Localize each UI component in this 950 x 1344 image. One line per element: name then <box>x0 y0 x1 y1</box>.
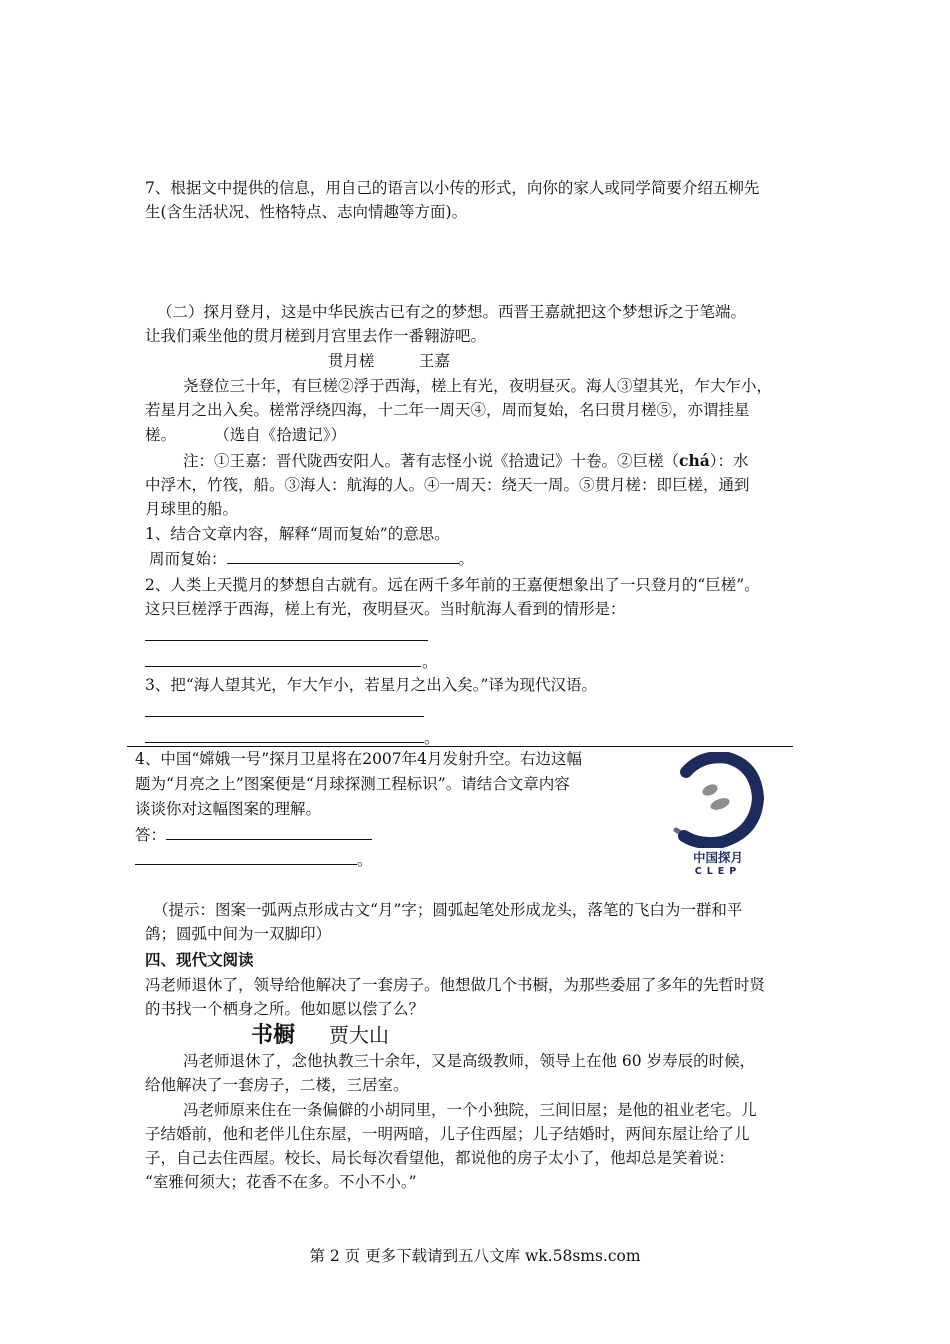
essay-p2-line-1: 冯老师原来住在一条偏僻的小胡同里，一个小独院，三间旧屋；是他的祖业老宅。儿 <box>183 1101 757 1119</box>
note-line-2: 中浮木，竹筏，船。③海人：航海的人。④一周天：绕天一周。⑤贯月槎：即巨槎，通到 <box>145 476 750 494</box>
hint-line-1: （提示：图案一弧两点形成古文“月”字；圆弧起笔处形成龙头，落笔的飞白为一群和平 <box>153 901 743 919</box>
question-4-line-1: 4、中国“嫦娥一号”探月卫星将在2007年4月发射升空。右边这幅 <box>135 750 583 768</box>
q3-answer-line-1[interactable] <box>145 716 424 717</box>
question-3: 3、把“海人望其光，乍大乍小，若星月之出入矣。”译为现代汉语。 <box>145 676 597 694</box>
section-4-heading: 四、现代文阅读 <box>145 950 254 969</box>
q2-answer-line-2[interactable] <box>145 666 421 667</box>
note-line-3: 月球里的船。 <box>145 500 239 518</box>
poem-author: 王嘉 <box>419 352 451 370</box>
q3-answer-line-2[interactable] <box>145 742 424 743</box>
essay-title-line <box>251 1020 389 1052</box>
q2-answer-line-1[interactable] <box>145 640 428 641</box>
question-2-line-2: 这只巨槎浮于西海，槎上有光，夜明昼灭。当时航海人看到的情形是： <box>145 600 626 618</box>
moon-arc-icon <box>672 752 764 848</box>
part2-intro-2: 让我们乘坐他的贯月槎到月宫里去作一番翱游吧。 <box>145 327 487 345</box>
logo-en-text: CLEP <box>694 866 742 877</box>
essay-p1-line-1: 冯老师退休了，念他执教三十余年，又是高级教师，领导上在他 60 岁寿辰的时候， <box>183 1052 756 1070</box>
q4-answer-line-2: 。 <box>135 848 373 872</box>
q7-line-1: 7、根据文中提供的信息，用自己的语言以小传的形式，向你的家人或同学简要介绍五柳先 <box>145 179 760 197</box>
essay-p2-line-4: “室雅何须大；花香不在多。不小不小。” <box>145 1173 417 1191</box>
essay-p2-line-3: 子，自己去住西屋。校长、局长每次看望他，都说他的房子太小了，他却总是笑着说： <box>145 1149 735 1167</box>
q4-answer-blank-1[interactable] <box>166 823 372 840</box>
logo-cn-text: 中国探月 <box>692 850 743 865</box>
q7-line-2: 生(含生活状况、性格特点、志向情趣等方面)。 <box>145 203 468 221</box>
essay-author: 贾大山 <box>329 1023 390 1047</box>
question-1: 1、结合文章内容，解释“周而复始”的意思。 <box>145 525 450 543</box>
classical-text-3: 槎。 （选自《拾遗记》） <box>145 426 347 444</box>
part4-intro-1: 冯老师退休了，领导给他解决了一套房子。他想做几个书橱，为那些委屈了多年的先哲时贤 <box>145 976 766 994</box>
page-footer: 第 2 页 更多下载请到五八文库 wk.58sms.com <box>309 1247 641 1265</box>
essay-p2-line-2: 子结婚前，他和老伴儿住东屋，一明两暗，儿子住西屋；儿子结婚时，两间东屋让给了儿 <box>145 1125 750 1143</box>
essay-title: 书橱 <box>251 1022 296 1048</box>
classical-text-1: 尧登位三十年，有巨槎②浮于西海，槎上有光，夜明昼灭。海人③望其光，乍大乍小， <box>183 377 773 395</box>
q4-answer-line-1: 答： <box>135 823 372 847</box>
text-source: （选自《拾遗记》） <box>222 426 347 444</box>
clep-logo <box>672 752 764 882</box>
question-2-line-1: 2、人类上天揽月的梦想自古就有。远在两千多年前的王嘉便想象出了一只登月的“巨槎”。 <box>145 576 760 594</box>
pinyin: chá <box>679 451 710 470</box>
question-4-line-2: 题为“月亮之上”图案便是“月球探测工程标识”。请结合文章内容 <box>135 775 570 793</box>
part2-intro-1: （二）探月登月，这是中华民族古已有之的梦想。西晋王嘉就把这个梦想诉之于笔端。 <box>157 303 747 321</box>
q2-period: 。 <box>422 653 438 671</box>
note-line-1: 注：①王嘉：晋代陇西安阳人。著有志怪小说《拾遗记》十卷。②巨槎（chá）：水 <box>183 451 749 470</box>
question-4-line-3: 谈谈你对这幅图案的理解。 <box>135 800 322 818</box>
part4-intro-2: 的书找一个栖身之所。他如愿以偿了么？ <box>145 1000 425 1018</box>
poem-title: 贯月槎 <box>328 352 375 370</box>
q1-answer-blank[interactable] <box>227 547 459 564</box>
hint-line-2: 鸽；圆弧中间为一双脚印） <box>145 925 332 943</box>
q4-answer-blank-2[interactable] <box>135 848 357 865</box>
classical-text-2: 若星月之出入矣。槎常浮绕四海，十二年一周天④，周而复始，名曰贯月槎⑤，亦谓挂星 <box>145 401 750 419</box>
essay-p1-line-2: 给他解决了一套房子，二楼，三居室。 <box>145 1076 409 1094</box>
q1-answer-line: 周而复始： 。 <box>149 547 474 571</box>
q3-period: 。 <box>424 729 440 747</box>
